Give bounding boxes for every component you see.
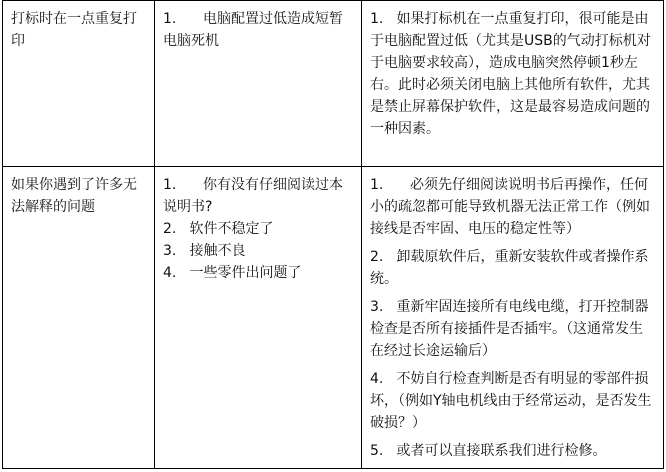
solution-item	[370, 296, 655, 362]
solution-item	[370, 368, 655, 434]
cause-number: 3.	[163, 243, 177, 259]
solution-item	[370, 440, 655, 462]
troubleshooting-table	[2, 0, 664, 469]
cause-item	[163, 218, 353, 240]
solution-number: 1.	[370, 177, 384, 193]
cause-number: 1.	[163, 177, 177, 193]
solution-number: 1.	[370, 11, 384, 27]
cause-number: 2.	[163, 221, 177, 237]
solution-text: 重新牢固连接所有电线电缆，打开控制器检查是否所有接插件是否插牢。（这通常发生在经过长途运输后）	[370, 299, 649, 359]
solution-cell	[362, 167, 664, 469]
solution-number: 5.	[370, 443, 384, 459]
cause-cell	[155, 1, 362, 167]
problem-text: 如果你遇到了许多无法解释的问题	[11, 177, 137, 215]
cause-text: 电脑配置过低造成短暂电脑死机	[163, 11, 343, 49]
solution-cell	[362, 1, 664, 167]
solution-text: 必须先仔细阅读说明书后再操作，任何小的疏忽都可能导致机器无法正常工作（例如接线是否牢固、电压的稳定性等）	[370, 177, 650, 237]
problem-text: 打标时在一点重复打印	[11, 11, 137, 49]
cause-item	[163, 174, 353, 218]
cause-cell	[155, 167, 362, 469]
solution-text: 卸载原软件后，重新安装软件或者操作系统。	[370, 249, 649, 287]
solution-text: 如果打标机在一点重复打印，很可能是由于电脑配置过低（尤其是USB的气动打标机对于电脑要求较高），造成电脑突然停顿1秒左右。此时必须关闭电脑上其他所有软件，尤其是禁止屏幕保护软件，这是最容易造成问题的一种因素。	[370, 11, 651, 137]
table-row	[3, 1, 664, 167]
problem-cell	[3, 1, 155, 167]
solution-number: 2.	[370, 249, 384, 265]
table-row	[3, 167, 664, 469]
solution-item	[370, 8, 655, 140]
solution-text: 不妨自行检查判断是否有明显的零部件损坏，（例如Y轴电机线由于经常运动，是否发生破损？）	[370, 371, 652, 431]
solution-item	[370, 246, 655, 290]
cause-text: 一些零件出问题了	[189, 265, 302, 281]
cause-text: 软件不稳定了	[189, 221, 274, 237]
cause-item	[163, 262, 353, 284]
cause-item	[163, 8, 353, 52]
cause-number: 1.	[163, 11, 177, 27]
cause-text: 你有没有仔细阅读过本说明书?	[163, 177, 343, 215]
solution-number: 4.	[370, 371, 384, 387]
solution-number: 3.	[370, 299, 384, 315]
cause-text: 接触不良	[189, 243, 246, 259]
cause-number: 4.	[163, 265, 177, 281]
solution-text: 或者可以直接联系我们进行检修。	[396, 443, 607, 459]
cause-item	[163, 240, 353, 262]
problem-cell	[3, 167, 155, 469]
solution-item	[370, 174, 655, 240]
